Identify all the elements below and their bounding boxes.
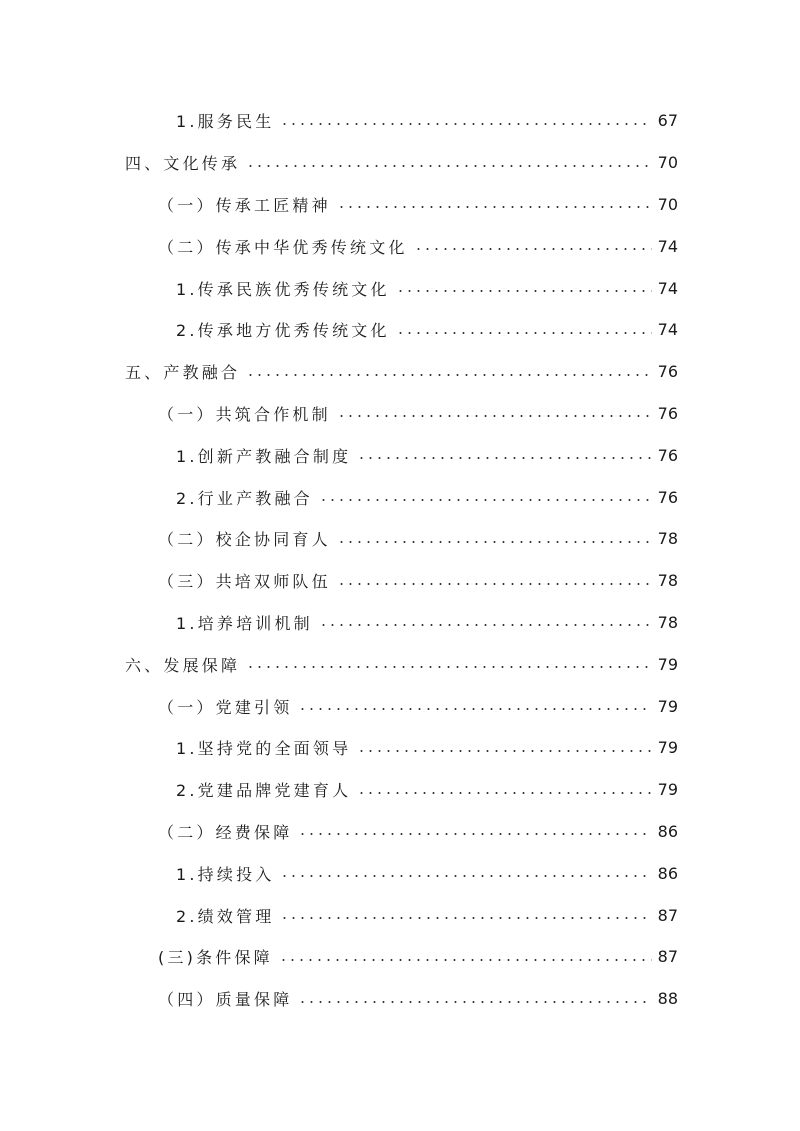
- toc-entry[interactable]: [0, 643, 800, 685]
- toc-dot-leader: [279, 959, 652, 961]
- toc-entry[interactable]: [0, 518, 800, 560]
- toc-entry[interactable]: [0, 309, 800, 351]
- toc-dot-leader: [357, 457, 651, 459]
- toc-dot-leader: [357, 792, 651, 794]
- toc-entry[interactable]: [0, 685, 800, 727]
- toc-entry[interactable]: [0, 351, 800, 393]
- toc-page-number: 78: [657, 571, 678, 591]
- toc-entry-label: （三）共培双师队伍: [158, 572, 331, 592]
- toc-entry-label: （二）传承中华优秀传统文化: [158, 237, 408, 257]
- toc-page-number: 74: [657, 278, 678, 298]
- toc-page-number: 86: [657, 821, 678, 841]
- toc-dot-leader: [246, 165, 651, 167]
- toc-page-number: 70: [657, 153, 678, 173]
- toc-page-number: 74: [657, 236, 678, 256]
- toc-page-number: 78: [657, 612, 678, 632]
- toc-entry[interactable]: [0, 936, 800, 978]
- toc-dot-leader: [298, 833, 651, 835]
- toc-entry[interactable]: [0, 811, 800, 853]
- toc-entry-label: （一）共筑合作机制: [158, 404, 331, 424]
- toc-entry-label: 六、发展保障: [125, 655, 241, 675]
- toc-page-number: 74: [657, 320, 678, 340]
- toc-page-number: 87: [657, 947, 678, 967]
- toc-entry[interactable]: [0, 727, 800, 769]
- toc-entry-label: 五、产教融合: [125, 363, 241, 383]
- toc-page-number: 76: [657, 445, 678, 465]
- toc-entry-label: （一）党建引领: [158, 697, 293, 717]
- toc-entry-label: 1.持续投入: [176, 864, 275, 884]
- toc-entry[interactable]: [0, 602, 800, 644]
- toc-entry-label: 2.党建品牌党建育人: [176, 781, 352, 801]
- toc-entry-label: 1.传承民族优秀传统文化: [176, 279, 390, 299]
- toc-dot-leader: [396, 290, 652, 292]
- toc-dot-leader: [337, 541, 652, 543]
- toc-dot-leader: [298, 708, 651, 710]
- toc-entry-label: （一）传承工匠精神: [158, 195, 331, 215]
- toc-entry-label: (三)条件保障: [158, 948, 273, 968]
- toc-entry[interactable]: [0, 142, 800, 184]
- toc-entry-label: 2.行业产教融合: [176, 488, 313, 508]
- toc-entry[interactable]: [0, 978, 800, 1020]
- toc-entry-label: 1.创新产教融合制度: [176, 446, 352, 466]
- toc-dot-leader: [280, 123, 651, 125]
- toc-entry[interactable]: [0, 393, 800, 435]
- toc-page-number: 79: [657, 738, 678, 758]
- toc-dot-leader: [337, 415, 652, 417]
- toc-dot-leader: [280, 917, 651, 919]
- toc-dot-leader: [337, 206, 652, 208]
- toc-page-number: 67: [657, 111, 678, 131]
- toc-entry[interactable]: [0, 100, 800, 142]
- toc-entry[interactable]: [0, 476, 800, 518]
- toc-dot-leader: [357, 750, 651, 752]
- toc-dot-leader: [337, 583, 652, 585]
- toc-page-number: 76: [657, 487, 678, 507]
- toc-entry-label: 四、文化传承: [125, 154, 241, 174]
- toc-entry[interactable]: [0, 894, 800, 936]
- toc-page-number: 70: [657, 194, 678, 214]
- toc-page-number: 78: [657, 529, 678, 549]
- toc-page-number: 87: [657, 905, 678, 925]
- toc-entry-label: 2.传承地方优秀传统文化: [176, 321, 390, 341]
- toc-entry[interactable]: [0, 560, 800, 602]
- toc-page-number: 79: [657, 696, 678, 716]
- toc-page-number: 79: [657, 654, 678, 674]
- toc-entry-label: （二）经费保障: [158, 822, 293, 842]
- toc-page-number: 88: [657, 989, 678, 1009]
- toc-entry-label: （四）质量保障: [158, 990, 293, 1010]
- toc-dot-leader: [298, 1001, 651, 1003]
- toc-dot-leader: [246, 374, 651, 376]
- toc-entry[interactable]: [0, 184, 800, 226]
- toc-page-number: 79: [657, 780, 678, 800]
- toc-page-number: 76: [657, 362, 678, 382]
- toc-entry[interactable]: [0, 267, 800, 309]
- toc-dot-leader: [319, 499, 652, 501]
- toc-page-number: 86: [657, 863, 678, 883]
- toc-entry-label: 2.绩效管理: [176, 906, 275, 926]
- toc-entry-label: 1.培养培训机制: [176, 613, 313, 633]
- toc-entry-label: 1.坚持党的全面领导: [176, 739, 352, 759]
- toc-dot-leader: [414, 248, 652, 250]
- toc-dot-leader: [319, 624, 652, 626]
- toc-entry-label: 1.服务民生: [176, 112, 275, 132]
- toc-entry[interactable]: [0, 434, 800, 476]
- toc-entry[interactable]: [0, 852, 800, 894]
- toc-dot-leader: [396, 332, 652, 334]
- toc-entry[interactable]: [0, 769, 800, 811]
- toc-dot-leader: [246, 666, 651, 668]
- table-of-contents: [0, 100, 800, 1020]
- toc-page-number: 76: [657, 403, 678, 423]
- toc-entry[interactable]: [0, 225, 800, 267]
- toc-dot-leader: [280, 875, 651, 877]
- toc-entry-label: （二）校企协同育人: [158, 530, 331, 550]
